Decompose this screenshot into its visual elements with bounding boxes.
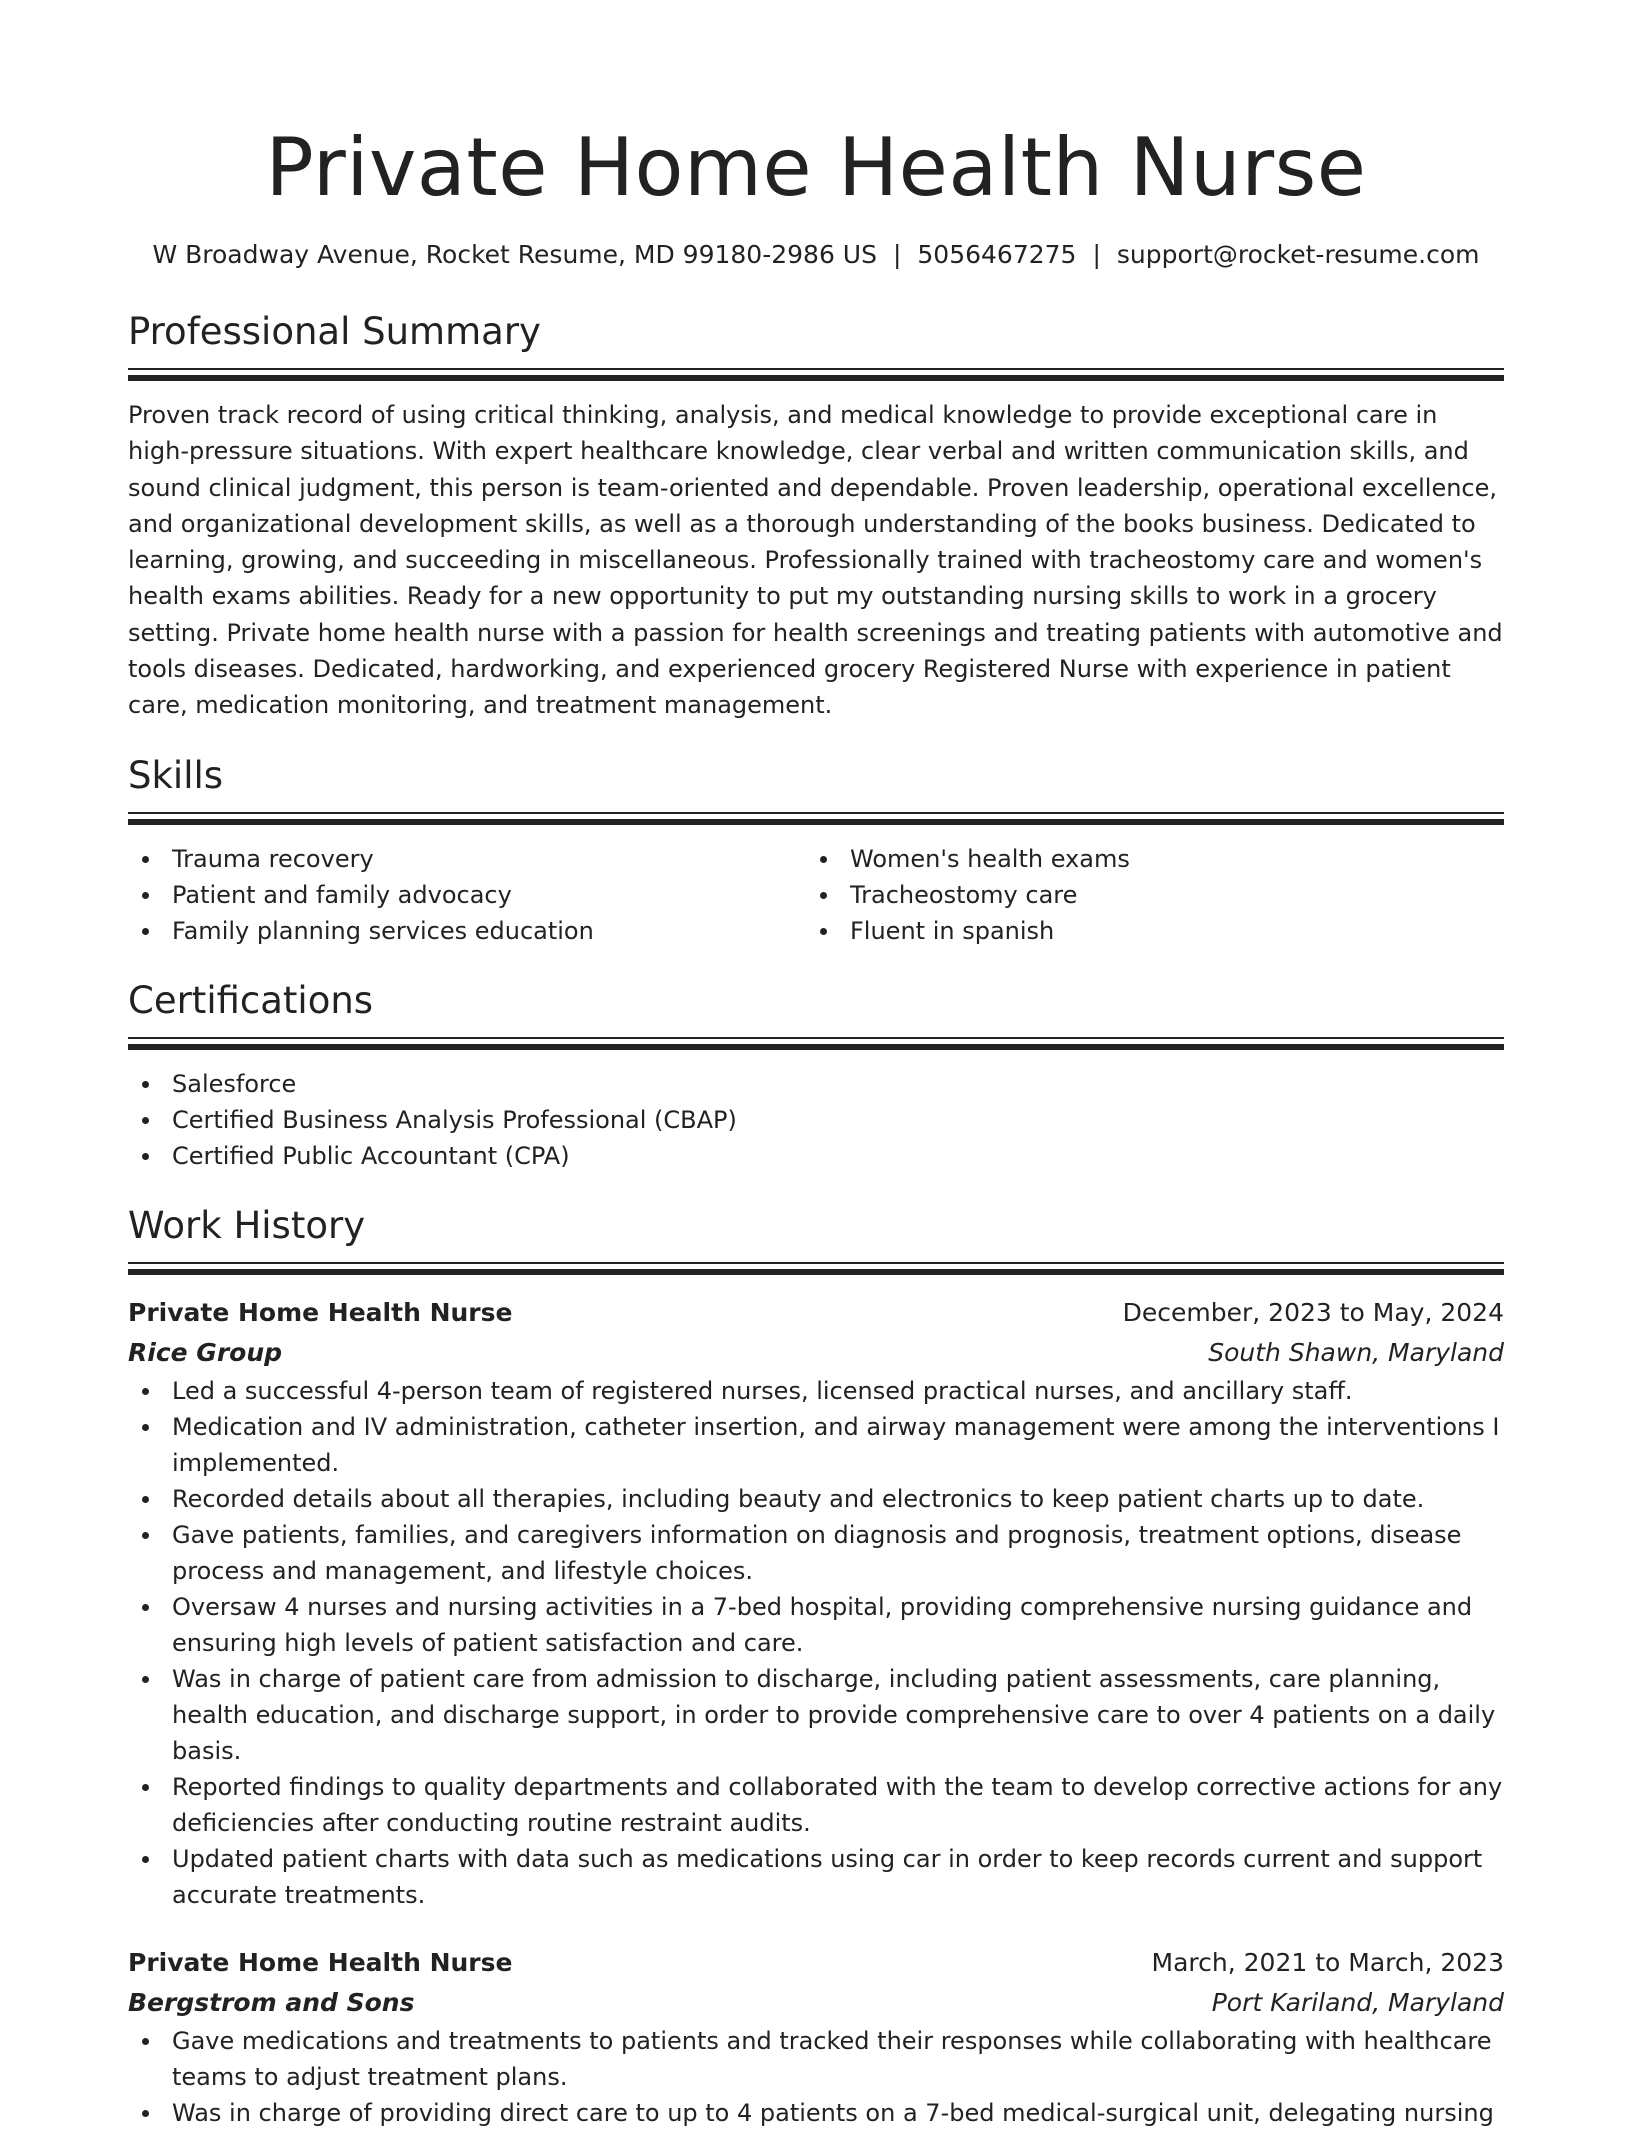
- contact-separator: |: [1092, 240, 1101, 269]
- job-dates: March, 2021 to March, 2023: [1151, 1947, 1504, 1977]
- skills-list-left: [128, 841, 806, 949]
- section-title-summary: Professional Summary: [128, 310, 541, 353]
- job-duties-list: [128, 2023, 1504, 2131]
- skill-item: Tracheostomy care: [806, 877, 1484, 913]
- skill-item: Family planning services education: [128, 913, 806, 949]
- skills-grid: [128, 841, 1504, 949]
- summary-text: Proven track record of using critical thinking, analysis, and medical knowledge to provide exceptional care in high-pressure situations. With expert healthcare knowledge, clear verbal and written communication skills, and sound clinical judgment, this person is team-oriented and dependable. Proven leadership, operational excellence, and organizational development skills, as well as a thorough understanding of the books business. Dedicated to learning, growing, and succeeding in miscellaneous. Professionally trained with tracheostomy care and women's health exams abilities. Ready for a new opportunity to put my outstanding nursing skills to work in a grocery setting. Private home health nurse with a passion for health screenings and treating patients with automotive and tools diseases. Dedicated, hardworking, and experienced grocery Registered Nurse with experience in patient care, medication monitoring, and treatment management.: [128, 401, 1503, 720]
- section-divider: [128, 368, 1504, 381]
- job-duty: Oversaw 4 nurses and nursing activities in a 7-bed hospital, providing comprehensive nursing guidance and ensuring high levels of patient satisfaction and care.: [128, 1589, 1504, 1661]
- certifications-list: [128, 1066, 1504, 1174]
- contact-phone: 5056467275: [917, 240, 1077, 269]
- job-entry: [128, 1943, 1504, 2131]
- section-title-certifications: Certifications: [128, 978, 374, 1022]
- job-duty: Updated patient charts with data such as medications using car in order to keep records current and support accurate treatments.: [128, 1841, 1504, 1913]
- section-divider: [128, 1037, 1504, 1050]
- job-subheader: [128, 1333, 1504, 1373]
- skill-item: Fluent in spanish: [806, 913, 1484, 949]
- contact-separator: |: [892, 240, 902, 269]
- job-header: [128, 1293, 1504, 1333]
- contact-email[interactable]: support@rocket-resume.com: [1116, 240, 1480, 269]
- skill-item: Women's health exams: [806, 841, 1484, 877]
- skill-item: Patient and family advocacy: [128, 877, 806, 913]
- summary-section: [128, 308, 1504, 724]
- job-duties-list: [128, 1373, 1504, 1913]
- certification-item: Certified Public Accountant (CPA): [128, 1138, 1504, 1174]
- job-title: Private Home Health Nurse: [128, 1297, 513, 1327]
- resume-name: Private Home Health Nurse: [265, 121, 1367, 214]
- job-duty: Led a successful 4-person team of registered nurses, licensed practical nurses, and ancillary staff.: [128, 1373, 1504, 1409]
- job-duty: Recorded details about all therapies, including beauty and electronics to keep patient charts up to date.: [128, 1481, 1504, 1517]
- certification-item: Salesforce: [128, 1066, 1504, 1102]
- job-duty: Gave medications and treatments to patients and tracked their responses while collaborating with healthcare teams to adjust treatment plans.: [128, 2023, 1504, 2095]
- job-company: Rice Group: [128, 1337, 283, 1367]
- skills-list-right: [806, 841, 1484, 949]
- job-entry: [128, 1293, 1504, 1913]
- job-duty: Was in charge of providing direct care to up to 4 patients on a 7-bed medical-surgical unit, delegating nursing: [128, 2095, 1504, 2131]
- work-history-section: [128, 1202, 1504, 2131]
- skill-item: Trauma recovery: [128, 841, 806, 877]
- section-divider: [128, 812, 1504, 825]
- job-duty: Reported findings to quality departments and collaborated with the team to develop corrective actions for any deficiencies after conducting routine restraint audits.: [128, 1769, 1504, 1841]
- section-title-work-history: Work History: [128, 1203, 366, 1247]
- section-divider: [128, 1262, 1504, 1275]
- job-duty: Gave patients, families, and caregivers information on diagnosis and prognosis, treatment options, disease process and management, and lifestyle choices.: [128, 1517, 1504, 1589]
- certifications-section: [128, 977, 1504, 1174]
- job-dates: December, 2023 to May, 2024: [1122, 1297, 1504, 1327]
- job-location: Port Kariland, Maryland: [1211, 1987, 1504, 2017]
- job-duty: Was in charge of patient care from admission to discharge, including patient assessments, care planning, health education, and discharge support, in order to provide comprehensive care to over 4 patients on a daily basis.: [128, 1661, 1504, 1769]
- contact-address: W Broadway Avenue, Rocket Resume, MD 99180-2986 US: [152, 240, 877, 269]
- skills-section: [128, 752, 1504, 949]
- job-location: South Shawn, Maryland: [1208, 1337, 1504, 1367]
- job-subheader: [128, 1983, 1504, 2023]
- job-duty: Medication and IV administration, catheter insertion, and airway management were among the interventions I implemented.: [128, 1409, 1504, 1481]
- certification-item: Certified Business Analysis Professional (CBAP): [128, 1102, 1504, 1138]
- job-header: [128, 1943, 1504, 1983]
- job-title: Private Home Health Nurse: [128, 1947, 513, 1977]
- job-company: Bergstrom and Sons: [128, 1987, 415, 2017]
- section-title-skills: Skills: [128, 753, 224, 797]
- resume-page: [128, 0, 1504, 2131]
- contact-line: [128, 238, 1504, 272]
